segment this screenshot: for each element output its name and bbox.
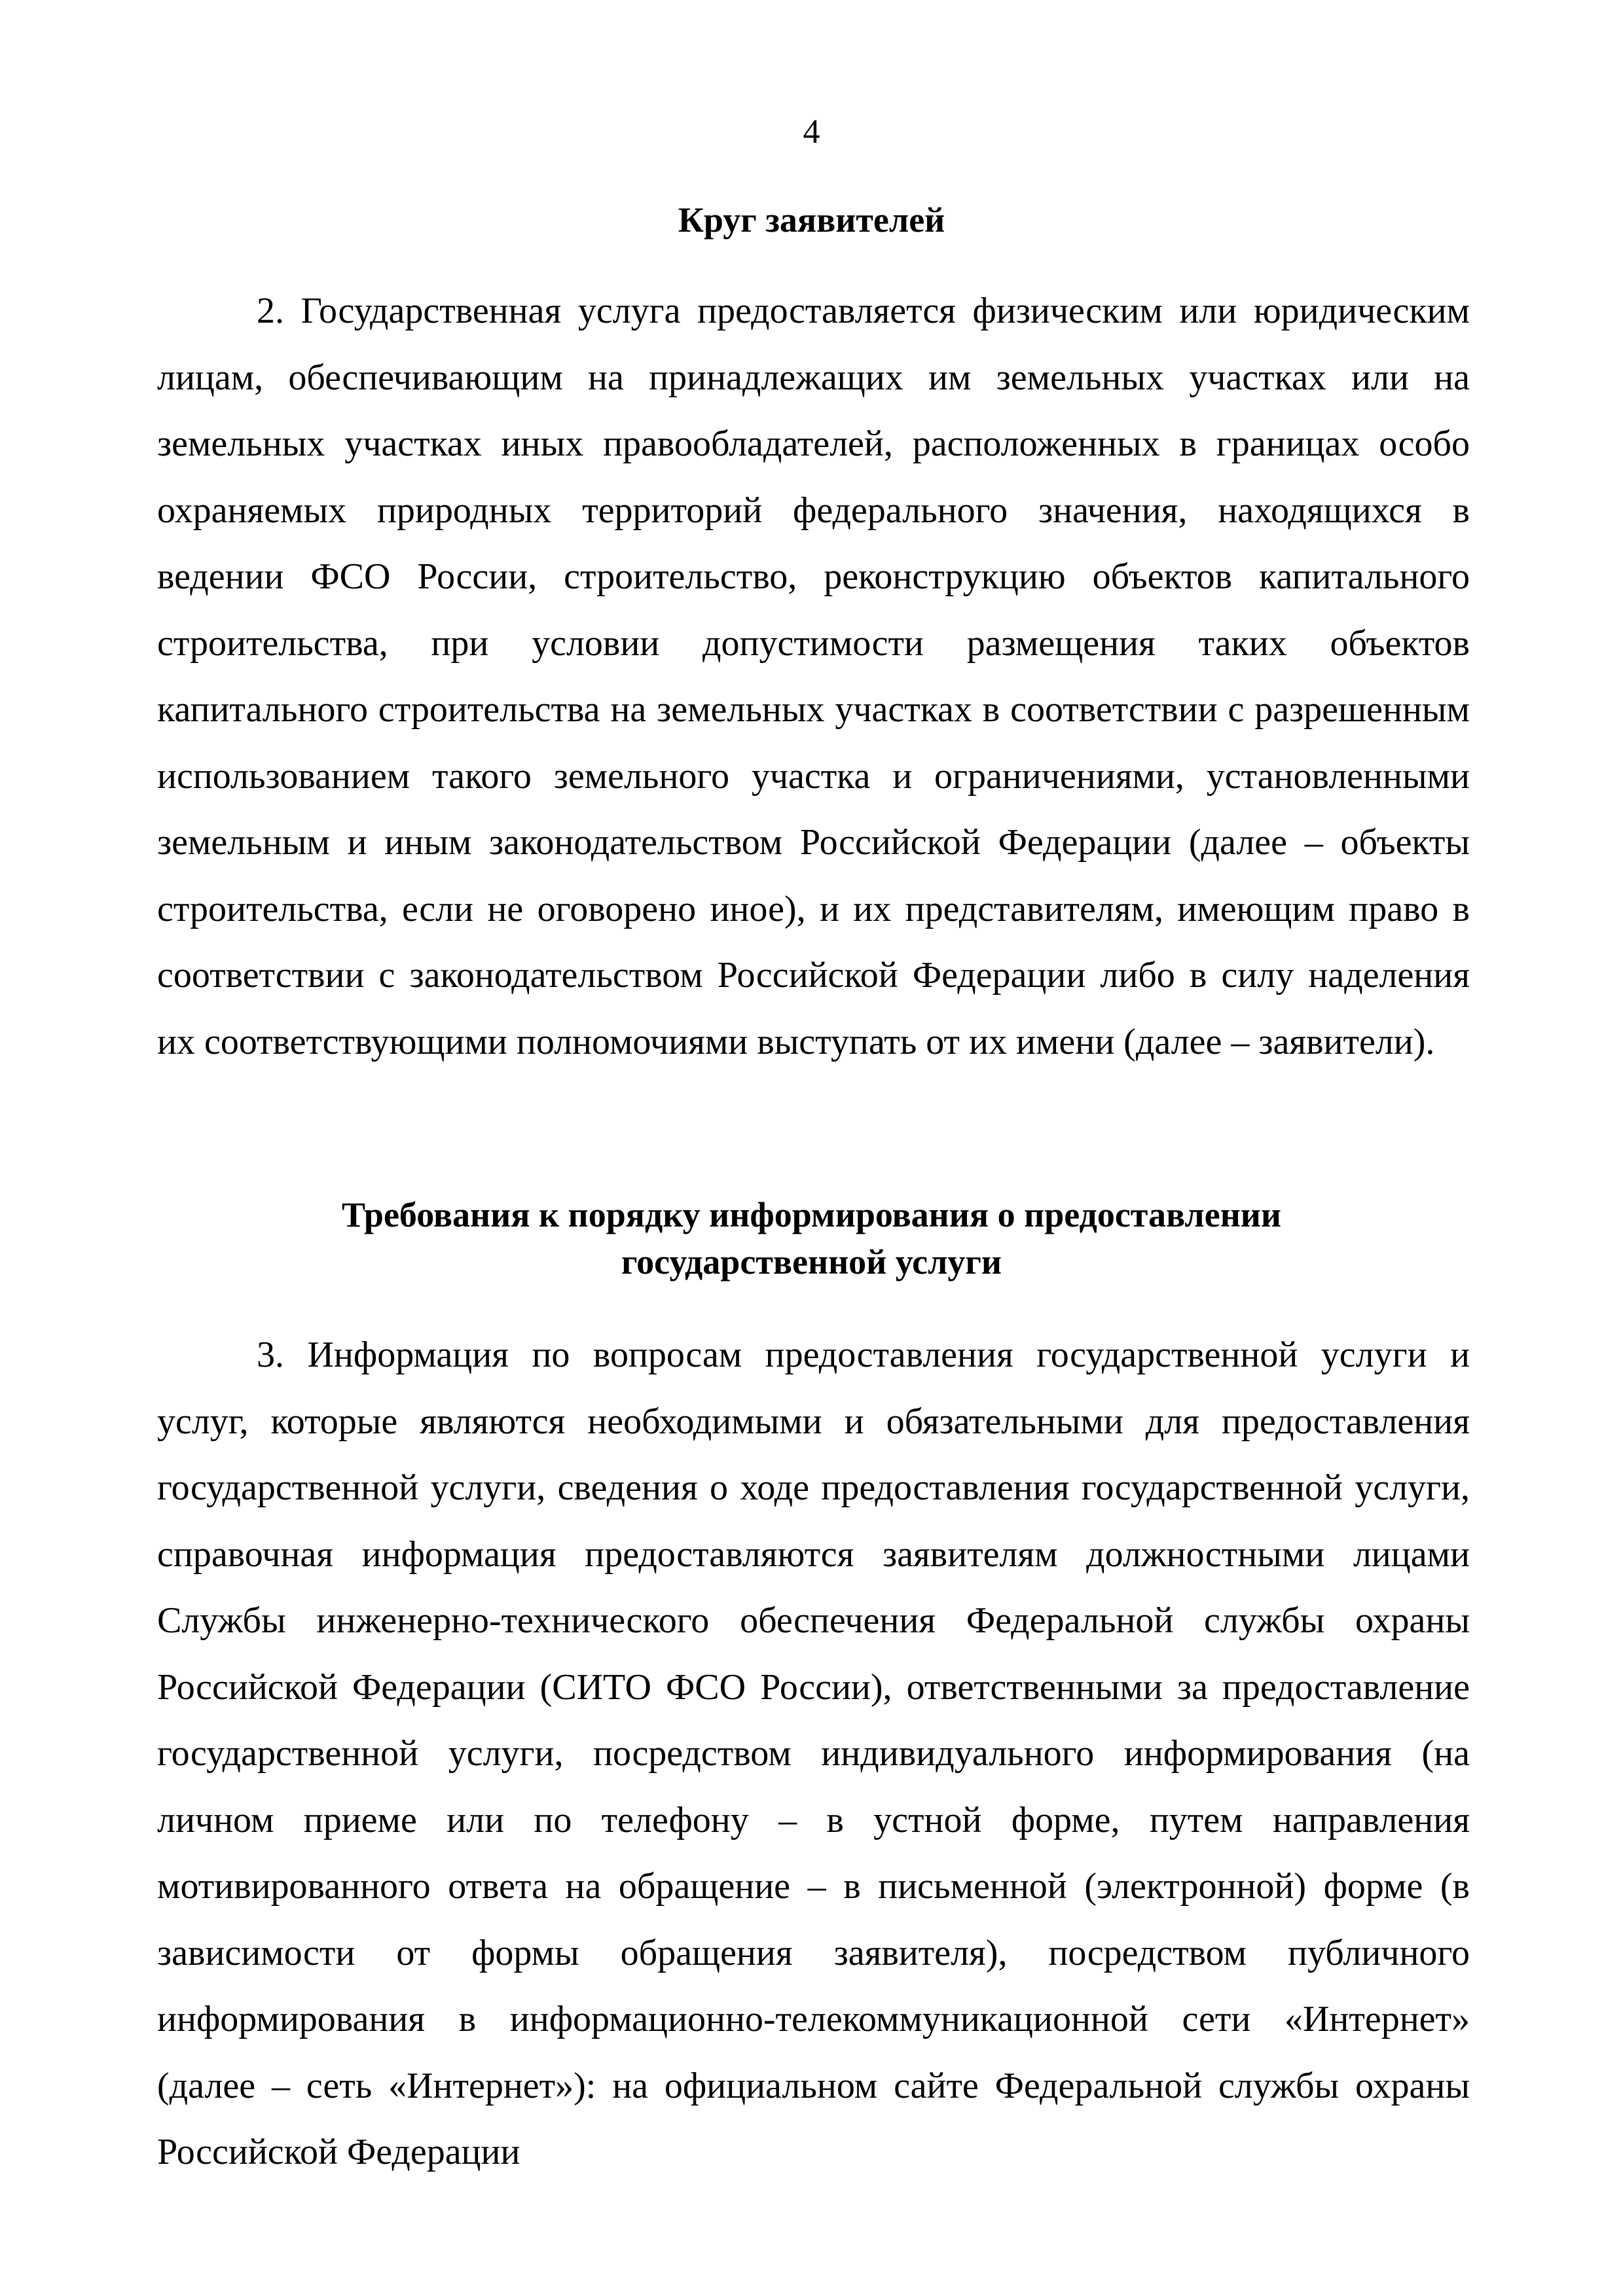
page-number: 4 (803, 113, 820, 151)
heading-line-1: Требования к порядку информирования о предоставлении (341, 1195, 1282, 1234)
heading-line-2: государственной услуги (621, 1242, 1002, 1282)
paragraph-2-applicants: 2. Государственная услуга предоставляется физическим или юридическим лицам, обеспечивающим на принадлежащих им земельных участках или на земельных участках иных правообладателей, расположенных в границах особо охраняемых природных территорий федерального значения, находящихся в ведении ФСО России, строительство, реконструкцию объектов капитального строительства, при условии допустимости размещения таких объектов капитального строительства на земельных участках в соответствии с разрешенным использованием такого земельного участка и ограничениями, установленными земельным и иным законодательством Российской Федерации (далее – объекты строительства, если не оговорено иное), и их представителям, имеющим право в соответствии с законодательством Российской Федерации либо в силу наделения их соответствующими полномочиями выступать от их имени (далее – заявители). (157, 291, 1470, 1062)
section-heading-applicants: Круг заявителей (678, 200, 945, 240)
paragraph-3-informing: 3. Информация по вопросам предоставления государственной услуги и услуг, которые являются необходимыми и обязательными для предоставления государственной услуги, сведения о ходе предоставления государственной услуги, справочная информация предоставляются заявителям должностными лицами Службы инженерно-технического обеспечения Федеральной службы охраны Российской Федерации (СИТО ФСО России), ответственными за предоставление государственной услуги, посредством индивидуального информирования (на личном приеме или по телефону – в устной форме, путем направления мотивированного ответа на обращение – в письменной (электронной) форме (в зависимости от формы обращения заявителя), посредством публичного информирования в информационно-телекоммуникационной сети «Интернет» (далее – сеть «Интернет»): на официальном сайте Федеральной службы охраны Российской Федерации (157, 1335, 1470, 2172)
section-heading-informing-requirements (157, 1191, 1466, 1285)
